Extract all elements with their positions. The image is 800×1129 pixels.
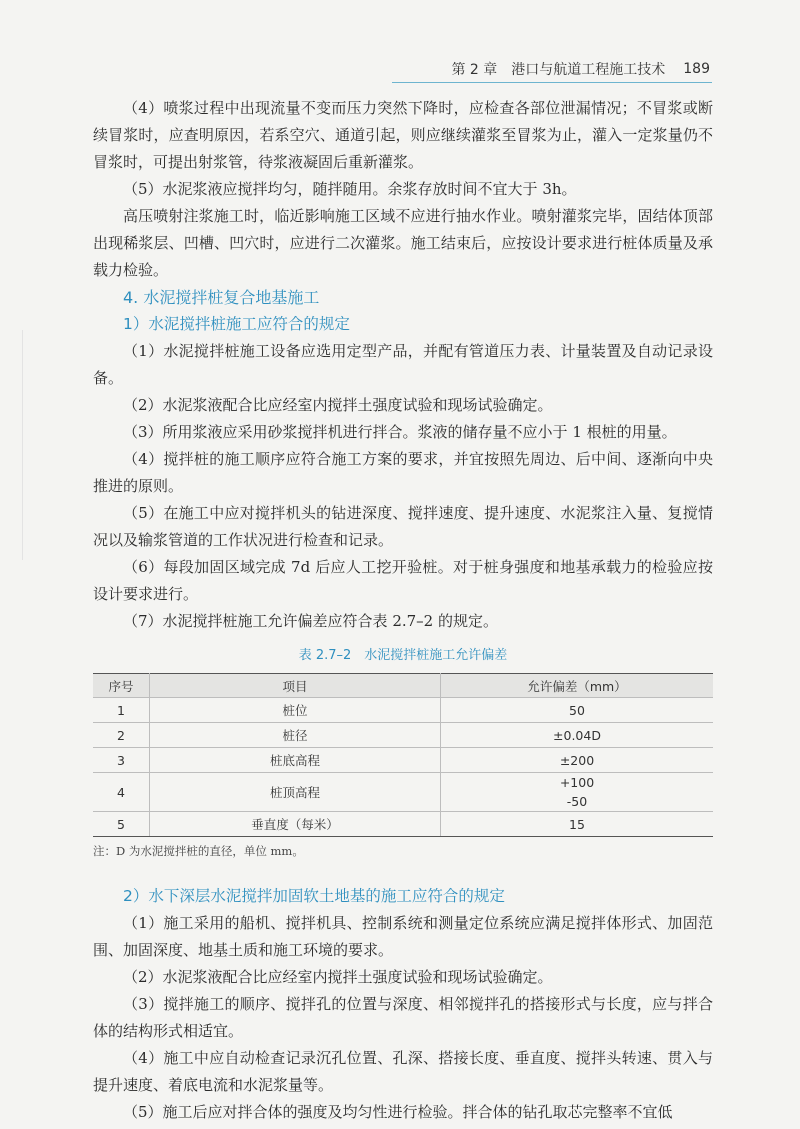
- list-item: （1）施工采用的船机、搅拌机具、控制系统和测量定位系统应满足搅拌体形式、加固范围、加固深度、地基土质和施工环境的要求。: [93, 914, 713, 959]
- cell-no: 2: [93, 723, 150, 748]
- section-heading: 4. 水泥搅拌桩复合地基施工: [123, 288, 320, 307]
- tolerance-table: [93, 673, 713, 837]
- cell-no: 4: [93, 773, 150, 812]
- cell-no: 3: [93, 748, 150, 773]
- tolerance-upper: +100: [559, 775, 595, 790]
- header-cell-no: 序号: [93, 674, 150, 698]
- cell-tolerance: 15: [441, 812, 714, 837]
- subsection-heading: 2）水下深层水泥搅拌加固软土地基的施工应符合的规定: [123, 887, 505, 905]
- table-caption: 表 2.7–2 水泥搅拌桩施工允许偏差: [298, 648, 508, 663]
- list-item: （2）水泥浆液配合比应经室内搅拌土强度试验和现场试验确定。: [123, 968, 553, 986]
- header-cell-tolerance: 允许偏差（mm）: [441, 674, 714, 698]
- list-item: （2）水泥浆液配合比应经室内搅拌土强度试验和现场试验确定。: [123, 396, 553, 414]
- list-item: （3）搅拌施工的顺序、搅拌孔的位置与深度、相邻搅拌孔的搭接形式与长度，应与拌合体的结构形式相适宜。: [93, 995, 713, 1040]
- table-row: [93, 723, 713, 748]
- table-row: [93, 698, 713, 723]
- cell-tolerance: ±200: [441, 748, 714, 773]
- list-item: （6）每段加固区域完成 7d 后应人工挖开验桩。对于桩身强度和地基承载力的检验应按设计要求进行。: [93, 558, 713, 603]
- header-rule: [392, 82, 712, 83]
- page-gutter-shadow: [22, 330, 23, 560]
- table-header-row: [93, 674, 713, 698]
- table-row: [93, 748, 713, 773]
- paragraph: 高压喷射注浆施工时，临近影响施工区域不应进行抽水作业。喷射灌浆完毕，固结体顶部出现稀浆层、凹槽、凹穴时，应进行二次灌浆。施工结束后，应按设计要求进行桩体质量及承载力检验。: [93, 207, 713, 279]
- cell-tolerance: 50: [441, 698, 714, 723]
- page-body: [93, 95, 713, 1126]
- cell-item: 桩顶高程: [150, 773, 441, 812]
- tolerance-lower: -50: [566, 794, 588, 809]
- cell-no: 5: [93, 812, 150, 837]
- list-item: （1）水泥搅拌桩施工设备应选用定型产品，并配有管道压力表、计量装置及自动记录设备。: [93, 342, 713, 387]
- table-row: [93, 773, 713, 812]
- cell-tolerance: [441, 773, 714, 812]
- paragraph: （5）水泥浆液应搅拌均匀，随拌随用。余浆存放时间不宜大于 3h。: [123, 180, 577, 198]
- list-item: （5）在施工中应对搅拌机头的钻进深度、搅拌速度、提升速度、水泥浆注入量、复搅情况以及输浆管道的工作状况进行检查和记录。: [93, 504, 713, 549]
- cell-no: 1: [93, 698, 150, 723]
- running-header: [420, 58, 710, 80]
- cell-item: 桩位: [150, 698, 441, 723]
- cell-item: 桩底高程: [150, 748, 441, 773]
- paragraph: （4）喷浆过程中出现流量不变而压力突然下降时，应检查各部位泄漏情况；不冒浆或断续冒浆时，应查明原因，若系空穴、通道引起，则应继续灌浆至冒浆为止，灌入一定浆量仍不冒浆时，可提出射浆管，待浆液凝固后重新灌浆。: [93, 99, 713, 171]
- table-row: [93, 812, 713, 837]
- header-cell-item: 项目: [150, 674, 441, 698]
- page-number: 189: [683, 61, 710, 77]
- list-item: （7）水泥搅拌桩施工允许偏差应符合表 2.7–2 的规定。: [123, 612, 498, 630]
- table-note: 注：D 为水泥搅拌桩的直径，单位 mm。: [93, 844, 304, 858]
- list-item: （3）所用浆液应采用砂浆搅拌机进行拌合。浆液的储存量不应小于 1 根桩的用量。: [123, 423, 677, 441]
- cell-tolerance: ±0.04D: [441, 723, 714, 748]
- cell-item: 桩径: [150, 723, 441, 748]
- cell-item: 垂直度（每米）: [150, 812, 441, 837]
- subsection-heading: 1）水泥搅拌桩施工应符合的规定: [123, 315, 350, 333]
- list-item: （4）搅拌桩的施工顺序应符合施工方案的要求，并宜按照先周边、后中间、逐渐向中央推进的原则。: [93, 450, 713, 495]
- list-item: （4）施工中应自动检查记录沉孔位置、孔深、搭接长度、垂直度、搅拌头转速、贯入与提升速度、着底电流和水泥浆量等。: [93, 1049, 713, 1094]
- chapter-title: 第 2 章 港口与航道工程施工技术: [451, 62, 666, 78]
- list-item: （5）施工后应对拌合体的强度及均匀性进行检验。拌合体的钻孔取芯完整率不宜低: [123, 1103, 673, 1121]
